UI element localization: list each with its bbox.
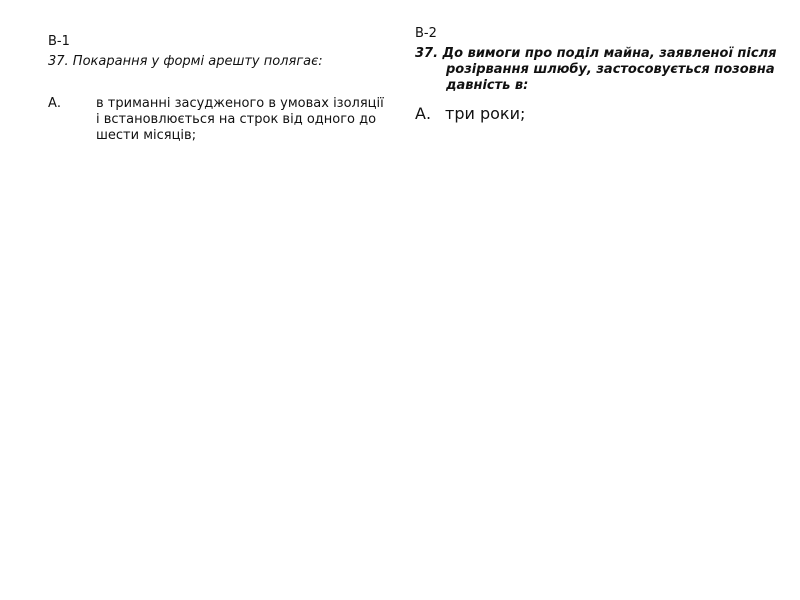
answer-letter: А. [48, 96, 62, 111]
variant-label: В-2 [415, 26, 437, 41]
answer-text: в триманні засудженого в умовах ізоляції і встановлюється на строк від одного до шести місяців; [96, 96, 384, 143]
question-text: 37. Покарання у формі арешту полягає: [48, 54, 323, 69]
answer-letter: А. [415, 104, 432, 123]
question-text: 37. До вимоги про поділ майна, заявленої після розірвання шлюбу, застосовується позовна давність в: [415, 46, 777, 93]
answer-text: три роки; [445, 104, 526, 123]
answer-option [415, 104, 525, 124]
answer-option [48, 96, 388, 144]
variant-label: В-1 [48, 34, 70, 49]
